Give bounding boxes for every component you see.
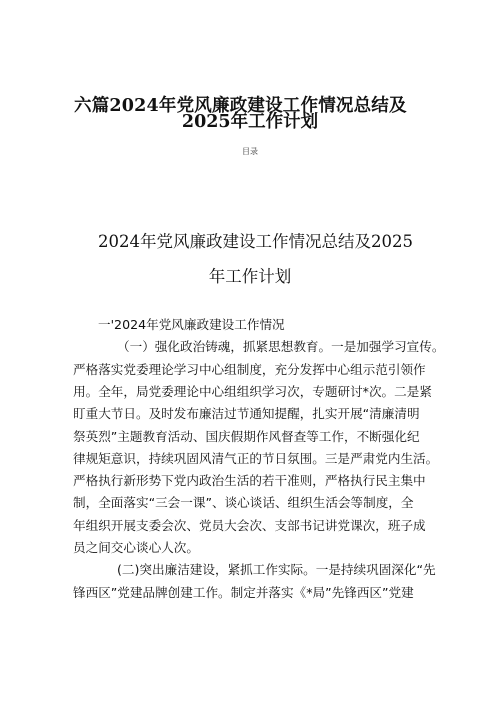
paragraph-line: (二)突出廉洁建设，紧抓工作实际。一是持续巩固深化“先 xyxy=(117,562,436,578)
paragraph-line: 用。全年，局党委理论中心组组织学习次，专题研讨*次。二是紧 xyxy=(73,383,432,399)
document-title-line-2: 2025年工作计划 xyxy=(181,112,319,132)
heading-line: 一'2024年党风廉政建设工作情况 xyxy=(98,317,285,332)
paragraph-line: 盯重大节日。及时发布廉洁过节通知提醒，扎实开展“清廉清明 xyxy=(73,406,420,422)
toc-label: 目录 xyxy=(242,147,258,156)
paragraph-line: 员之间交心谈心人次。 xyxy=(73,540,199,555)
document-title-line-1: 六篇2024年党风廉政建设工作情况总结及 xyxy=(74,96,407,116)
paragraph-line: 律规矩意识，持续巩固风清气正的节日氛围。三是严肃党内生活。 xyxy=(73,450,439,466)
paragraph-line: 严格落实党委理论学习中心组制度，充分发挥中心组示范引领作 xyxy=(73,361,426,377)
paragraph-line: 锋西区”党建品牌创建工作。制定并落实《*局”先锋西区”党建 xyxy=(73,584,414,600)
section-title-line-2: 年工作计划 xyxy=(208,267,292,286)
paragraph-line: 制，全面落实“三会一课”、谈心谈话、组织生活会等制度，全 xyxy=(73,495,414,511)
paragraph-line: 严格执行新形势下党内政治生活的若干准则，严格执行民主集中 xyxy=(73,473,426,489)
paragraph-line: （一）强化政治铸魂，抓紧思想教育。一是加强学习宣传。 xyxy=(117,339,445,355)
paragraph-line: 年组织开展支委会次、党员大会次、支部书记讲党课次，班子成 xyxy=(73,517,426,533)
section-title-line-1: 2024年党风廉政建设工作情况总结及2025 xyxy=(98,232,413,251)
paragraph-line: 祭英烈”主题教育活动、国庆假期作风督查等工作，不断强化纪 xyxy=(73,428,420,444)
